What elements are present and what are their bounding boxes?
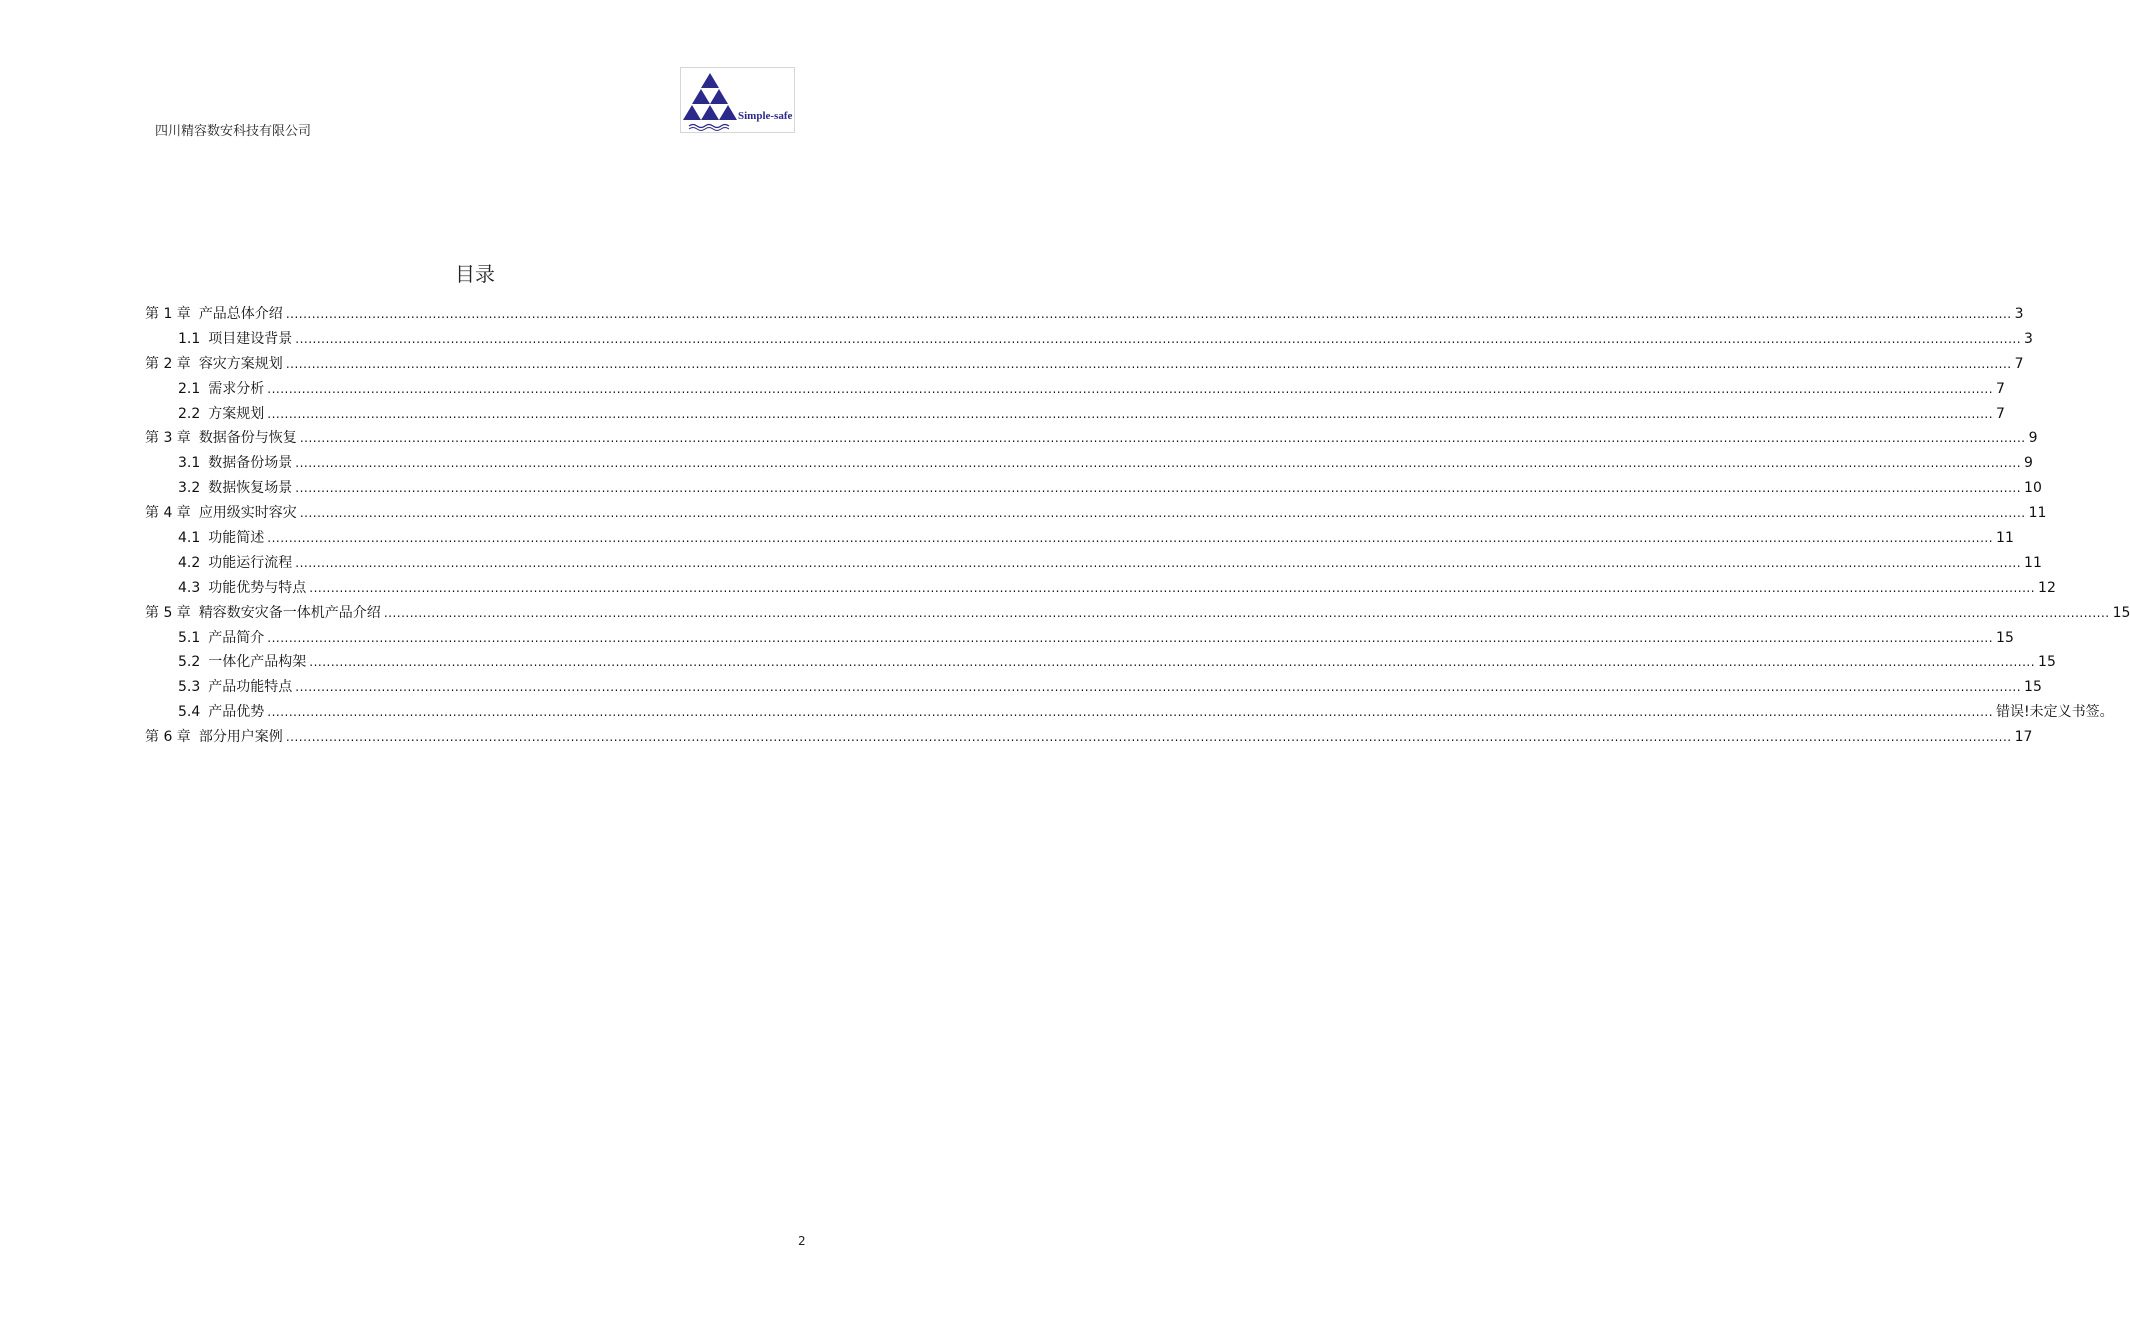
toc-entry-page: 12 <box>2038 579 2056 596</box>
toc-entry-page: 17 <box>2014 729 2033 746</box>
toc-entry-number: 第 6 章 <box>145 729 191 746</box>
toc-chapter-entry[interactable] <box>145 502 2047 527</box>
toc-dot-leader: ................................................................................................................................................................................................................................................................................................................................................................................................................ <box>309 580 2036 595</box>
toc-dot-leader: ................................................................................................................................................................................................................................................................................................................................................................................................................ <box>267 406 1994 421</box>
toc-entry-page: 11 <box>2024 554 2042 571</box>
toc-entry-label: 项目建设背景 <box>208 330 293 347</box>
toc-dot-leader: ................................................................................................................................................................................................................................................................................................................................................................................................................ <box>285 356 2012 371</box>
toc-entry-page: 3 <box>2024 330 2033 347</box>
toc-section-entry[interactable] <box>145 328 2033 353</box>
toc-entry-page: 15 <box>2112 604 2130 621</box>
toc-dot-leader: ................................................................................................................................................................................................................................................................................................................................................................................................................ <box>299 506 2026 521</box>
toc-entry-label: 容灾方案规划 <box>198 355 283 372</box>
toc-dot-leader: ................................................................................................................................................................................................................................................................................................................................................................................................................ <box>383 605 2110 620</box>
toc-entry-label: 产品优势 <box>208 704 265 721</box>
toc-dot-leader: ................................................................................................................................................................................................................................................................................................................................................................................................................ <box>295 680 2022 695</box>
toc-entry-number: 4.1 <box>178 530 201 547</box>
toc-entry-label: 功能优势与特点 <box>208 579 307 596</box>
toc-section-entry[interactable] <box>145 676 2042 701</box>
toc-entry-number: 3.1 <box>178 455 201 472</box>
toc-entry-label: 产品简介 <box>208 629 265 646</box>
toc-title: 目录 <box>455 262 495 286</box>
toc-entry-page: 7 <box>2014 355 2024 372</box>
toc-dot-leader: ................................................................................................................................................................................................................................................................................................................................................................................................................ <box>267 705 1994 720</box>
toc-dot-leader: ................................................................................................................................................................................................................................................................................................................................................................................................................ <box>295 456 2022 471</box>
toc-entry-number: 3.2 <box>178 480 201 497</box>
triangle-logo-icon <box>681 68 794 132</box>
toc-list <box>145 303 2130 751</box>
company-name: 四川精容数安科技有限公司 <box>155 124 312 139</box>
toc-entry-label: 部分用户案例 <box>198 729 283 746</box>
toc-chapter-entry[interactable] <box>145 303 2024 328</box>
logo-text: Simple-safe <box>738 110 793 122</box>
toc-entry-label: 需求分析 <box>208 380 265 397</box>
toc-entry-page: 错误!未定义书签。 <box>1996 704 2114 721</box>
toc-dot-leader: ................................................................................................................................................................................................................................................................................................................................................................................................................ <box>285 730 2012 745</box>
toc-dot-leader: ................................................................................................................................................................................................................................................................................................................................................................................................................ <box>267 381 1994 396</box>
toc-entry-label: 数据备份与恢复 <box>198 430 297 447</box>
toc-entry-number: 第 4 章 <box>145 505 191 522</box>
toc-entry-page: 7 <box>1996 405 2005 422</box>
toc-chapter-entry[interactable] <box>145 726 2033 751</box>
toc-dot-leader: ................................................................................................................................................................................................................................................................................................................................................................................................................ <box>267 531 1994 546</box>
toc-entry-page: 11 <box>2028 505 2047 522</box>
toc-entry-number: 5.3 <box>178 679 201 696</box>
toc-dot-leader: ................................................................................................................................................................................................................................................................................................................................................................................................................ <box>267 630 1994 645</box>
toc-section-entry[interactable] <box>145 552 2042 577</box>
toc-dot-leader: ................................................................................................................................................................................................................................................................................................................................................................................................................ <box>299 431 2026 446</box>
toc-section-entry[interactable] <box>145 627 2014 652</box>
toc-entry-page: 15 <box>2038 654 2056 671</box>
toc-section-entry[interactable] <box>145 577 2056 602</box>
toc-entry-label: 方案规划 <box>208 405 265 422</box>
toc-entry-page: 3 <box>2014 306 2024 322</box>
toc-entry-label: 功能运行流程 <box>208 554 293 571</box>
toc-section-entry[interactable] <box>145 403 2005 428</box>
toc-entry-label: 产品总体介绍 <box>198 306 283 322</box>
toc-entry-number: 4.2 <box>178 554 201 571</box>
toc-entry-label: 功能简述 <box>208 530 265 547</box>
toc-entry-number: 第 5 章 <box>145 604 191 621</box>
toc-entry-label: 数据备份场景 <box>208 455 293 472</box>
toc-entry-number: 第 2 章 <box>145 355 191 372</box>
toc-entry-page: 9 <box>2024 455 2033 472</box>
toc-entry-page: 7 <box>1996 380 2005 397</box>
toc-entry-page: 10 <box>2024 480 2042 497</box>
toc-entry-page: 15 <box>1996 629 2014 646</box>
toc-dot-leader: ................................................................................................................................................................................................................................................................................................................................................................................................................ <box>295 331 2022 346</box>
toc-entry-label: 一体化产品构架 <box>208 654 307 671</box>
toc-entry-number: 1.1 <box>178 330 201 347</box>
toc-section-entry[interactable] <box>145 378 2005 403</box>
toc-entry-label: 应用级实时容灾 <box>198 505 297 522</box>
toc-entry-number: 第 1 章 <box>145 306 191 322</box>
toc-entry-number: 5.2 <box>178 654 201 671</box>
toc-section-entry[interactable] <box>145 527 2014 552</box>
toc-entry-number: 2.2 <box>178 405 201 422</box>
toc-entry-label: 精容数安灾备一体机产品介绍 <box>198 604 381 621</box>
toc-chapter-entry[interactable] <box>145 427 2038 452</box>
toc-dot-leader: ................................................................................................................................................................................................................................................................................................................................................................................................................ <box>309 655 2036 670</box>
page-number: 2 <box>798 1234 806 1248</box>
toc-dot-leader: ................................................................................................................................................................................................................................................................................................................................................................................................................ <box>285 307 2012 321</box>
toc-entry-label: 数据恢复场景 <box>208 480 293 497</box>
toc-entry-page: 15 <box>2024 679 2042 696</box>
toc-entry-number: 第 3 章 <box>145 430 191 447</box>
toc-entry-number: 5.4 <box>178 704 201 721</box>
toc-entry-page: 11 <box>1996 530 2014 547</box>
toc-section-entry[interactable] <box>145 701 2114 726</box>
toc-entry-number: 5.1 <box>178 629 201 646</box>
toc-section-entry[interactable] <box>145 452 2033 477</box>
toc-section-entry[interactable] <box>145 651 2056 676</box>
toc-entry-page: 9 <box>2028 430 2038 447</box>
company-logo <box>680 67 795 133</box>
toc-entry-number: 2.1 <box>178 380 201 397</box>
toc-dot-leader: ................................................................................................................................................................................................................................................................................................................................................................................................................ <box>295 555 2022 570</box>
toc-dot-leader: ................................................................................................................................................................................................................................................................................................................................................................................................................ <box>295 481 2022 496</box>
toc-chapter-entry[interactable] <box>145 353 2024 378</box>
toc-entry-number: 4.3 <box>178 579 201 596</box>
toc-entry-label: 产品功能特点 <box>208 679 293 696</box>
toc-section-entry[interactable] <box>145 477 2042 502</box>
toc-chapter-entry[interactable] <box>145 602 2130 627</box>
